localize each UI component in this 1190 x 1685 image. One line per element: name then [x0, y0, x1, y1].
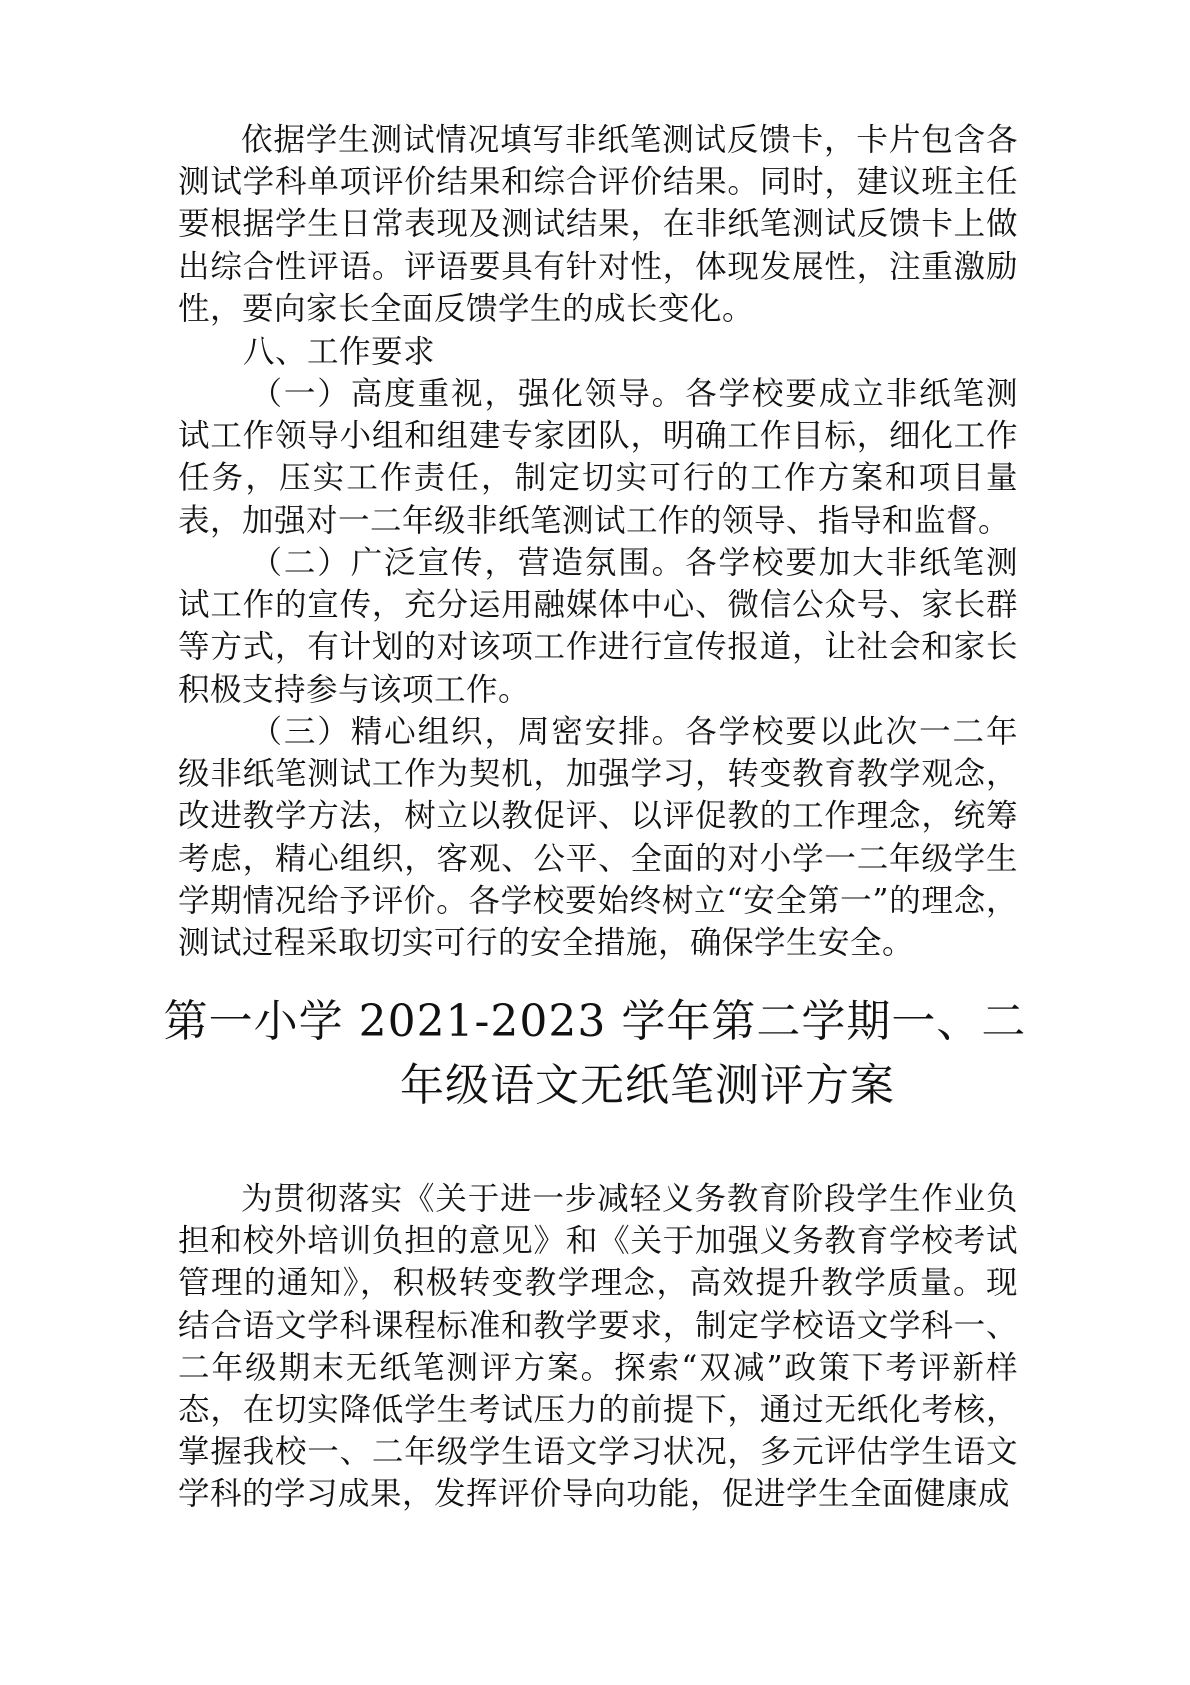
- document-title-line-1: 第一小学 2021-2023 学年第二学期一、二: [163, 996, 1027, 1047]
- requirement-paragraph-3: （三）精心组织，周密安排。各学校要以此次一二年级非纸笔测试工作为契机，加强学习，转变教育教学观念，改进教学方法，树立以教促评、以评促教的工作理念，统筹考虑，精心组织，客观、公平、全面的对小学一二年级学生学期情况给予评价。各学校要始终树立“安全第一”的理念，测试过程采取切实可行的安全措施，确保学生安全。: [178, 714, 1018, 962]
- requirement-paragraph-2: （二）广泛宣传，营造氛围。各学校要加大非纸笔测试工作的宣传，充分运用融媒体中心、微信公众号、家长群等方式，有计划的对该项工作进行宣传报道，让社会和家长积极支持参与该项工作。: [178, 545, 1018, 708]
- document-title-line-2: 年级语文无纸笔测评方案: [400, 1060, 895, 1111]
- section-heading-requirements: 八、工作要求: [243, 334, 436, 370]
- intro-paragraph: 为贯彻落实《关于进一步减轻义务教育阶段学生作业负担和校外培训负担的意见》和《关于加强义务教育学校考试管理的通知》，积极转变教学理念，高效提升教学质量。现结合语文学科课程标准和教学要求，制定学校语文学科一、二年级期末无纸笔测评方案。探索“双减”政策下考评新样态，在切实降低学生考试压力的前提下，通过无纸化考核，掌握我校一、二年级学生语文学习状况，多元评估学生语文学科的学习成果，发挥评价导向功能，促进学生全面健康成: [178, 1181, 1018, 1513]
- requirement-paragraph-1: （一）高度重视，强化领导。各学校要成立非纸笔测试工作领导小组和组建专家团队，明确工作目标，细化工作任务，压实工作责任，制定切实可行的工作方案和项目量表，加强对一二年级非纸笔测试工作的领导、指导和监督。: [178, 376, 1018, 539]
- feedback-paragraph: 依据学生测试情况填写非纸笔测试反馈卡，卡片包含各测试学科单项评价结果和综合评价结果。同时，建议班主任要根据学生日常表现及测试结果，在非纸笔测试反馈卡上做出综合性评语。评语要具有针对性，体现发展性，注重激励性，要向家长全面反馈学生的成长变化。: [178, 122, 1018, 327]
